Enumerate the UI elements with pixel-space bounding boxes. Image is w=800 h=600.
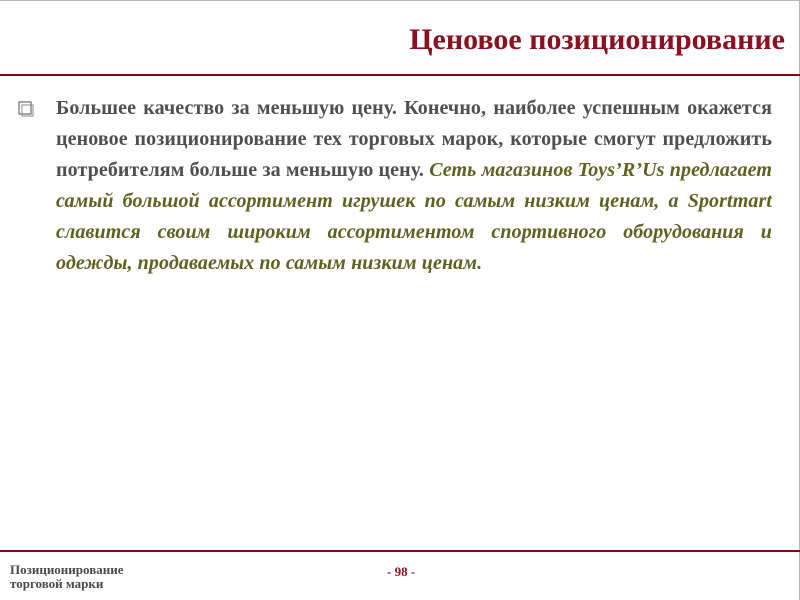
footer-divider xyxy=(0,550,800,552)
bullet-item xyxy=(18,93,772,279)
bullet-italic-text: Сеть магазинов Toys’R’Us предлагает самый большой ассортимент игрушек по самым низким ценам, а Sportmart славится своим широким ассортиментом спортивного оборудования и одежды, продаваемых по самым низким ценам. xyxy=(56,159,772,274)
bullet-text xyxy=(56,93,772,279)
checkbox-bullet-icon xyxy=(18,101,34,117)
bullet-plain-text: Большее качество за меньшую цену. Конечно, наиболее успешным окажется ценовое позиционирование тех торговых марок, которые смогут предложить потребителям больше за меньшую цену. xyxy=(56,97,772,181)
footer-caption xyxy=(10,563,123,591)
page-number: - 98 - xyxy=(387,564,416,579)
footer-caption-line-2: торговой марки xyxy=(10,576,104,591)
footer-caption-line-1: Позиционирование xyxy=(10,562,124,577)
slide-title: Ценовое позиционирование xyxy=(409,23,785,56)
title-divider xyxy=(0,74,800,76)
